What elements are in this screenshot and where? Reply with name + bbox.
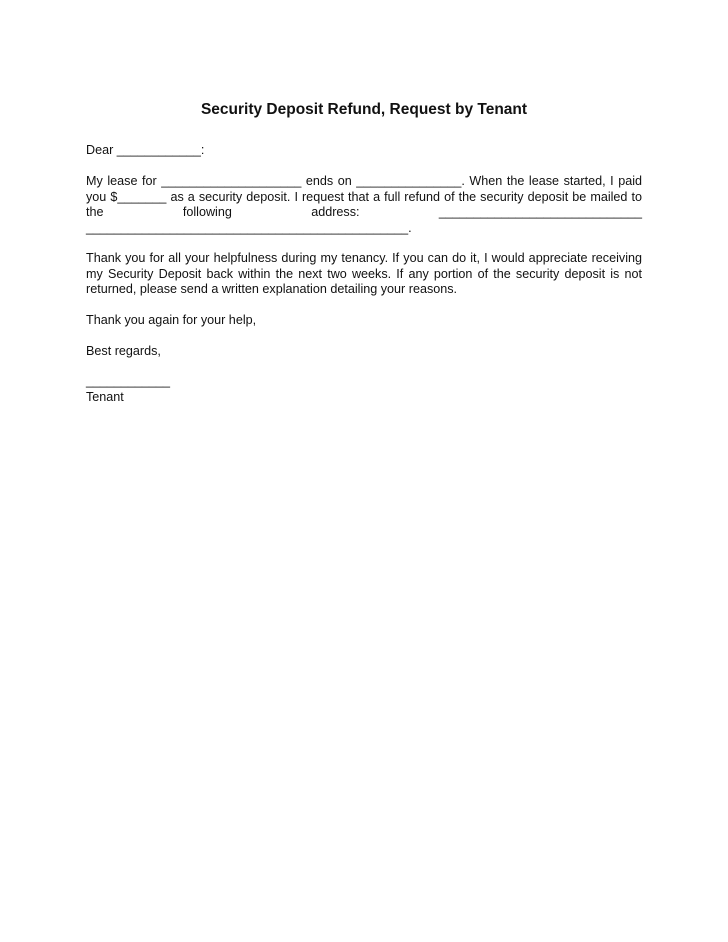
closing-thanks: Thank you again for your help, [86,313,257,327]
salutation: Dear ____________: [86,143,205,157]
signature-block [86,374,642,405]
closing-regards: Best regards, [86,344,161,358]
signature-role: Tenant [86,389,124,404]
lease-paragraph: My lease for ____________________ ends on _______________. When the lease started, I paid you $_______ as a security deposit. I request that a full refund of the security deposit be mailed to the following address: _____________________________ ______________________________________________. [86,174,642,235]
document-title: Security Deposit Refund, Request by Tenant [200,101,528,118]
signature-line: ____________ [86,374,171,388]
thank-you-paragraph: Thank you for all your helpfulness during my tenancy. If you can do it, I would appreciate receiving my Security Deposit back within the next two weeks. If any portion of the security deposit is not returned, please send a written explanation detailing your reasons. [86,251,642,297]
